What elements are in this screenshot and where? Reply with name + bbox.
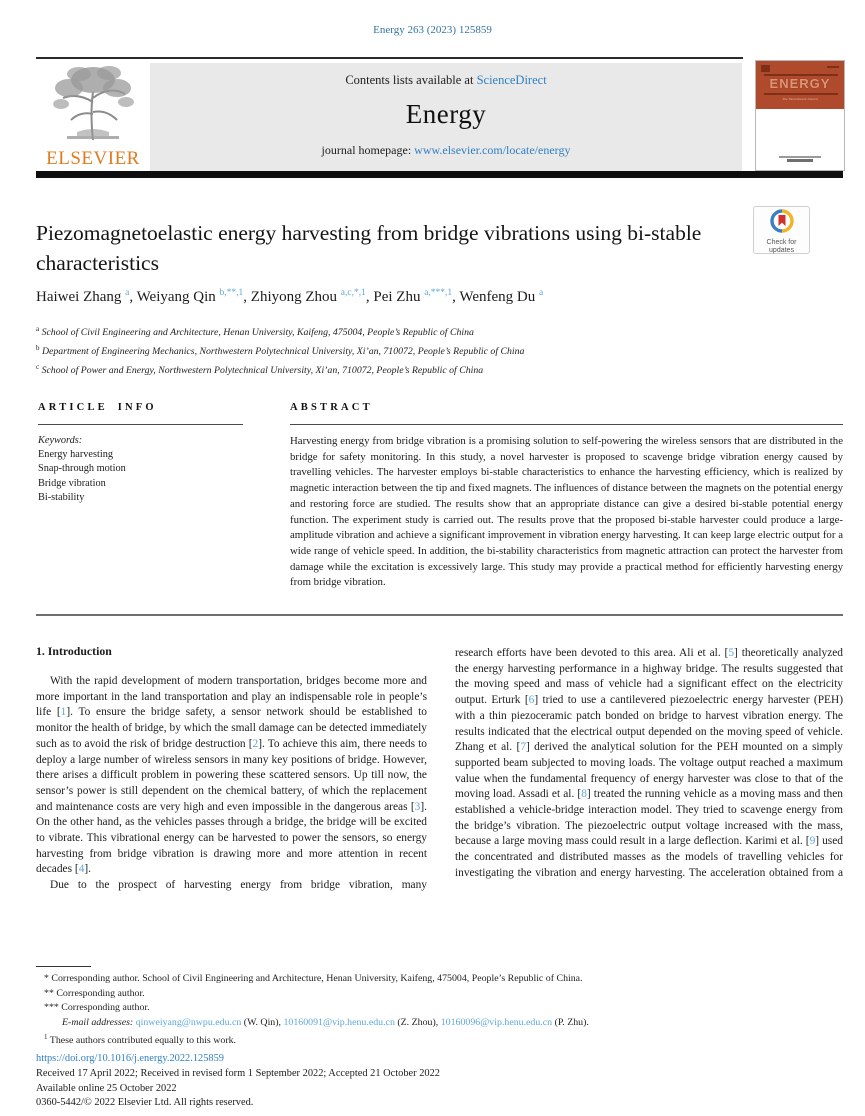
affiliation-sup: a: [36, 325, 40, 333]
sciencedirect-link[interactable]: ScienceDirect: [476, 73, 547, 87]
reference-link[interactable]: 8: [581, 788, 587, 801]
footnote-text: Corresponding author.: [61, 1002, 150, 1014]
received-dates: Received 17 April 2022; Received in revised form 1 September 2022; Accepted 21 October 2022: [36, 1067, 440, 1079]
affiliation-sup: c: [36, 362, 40, 371]
affiliation-text: School of Power and Energy, Northwestern Polytechnical University, Xi’an, 710072, People’s Republic of China: [41, 364, 484, 376]
abstract-section: [290, 402, 843, 591]
author-name: Haiwei Zhang: [36, 289, 122, 305]
body-paragraph: With the rapid development of modern transportation, bridges become more and more important in the land transportation and play an indispensable role in people’s life [1]. To ensure the bridge safety, a sensor network should be established to monitor the health of bridge, by which the small damage can be detected immediately such as to avoid the risk of bridge destruction [2]. To achieve this aim, there needs to deploy a large number of wireless sensors in many key positions of bridge. However, there arises a difficult problem in powering these scattered sensors. Up till now, the sensor’s power is still dependent on the chemical battery, of which the replacement and maintenance costs are very high and even impossible in the dangerous areas [3]. On the other hand, as the vehicles passes through a bridge, the bridge will be excited to vibrate. This vibrational energy can be harvested to power the sensors, so energy harvesting from bridge vibration is drawing more and more attention in recent decades [4].: [36, 675, 427, 876]
author-list: [36, 288, 826, 306]
footnote-text: These authors contributed equally to this work.: [49, 1035, 237, 1047]
author-name: Wenfeng Du: [459, 289, 536, 305]
author-affiliation-sup: a,***,1: [424, 288, 453, 298]
footnotes: [36, 972, 843, 1049]
email-owner: (W. Qin),: [241, 1016, 284, 1028]
keyword: Snap-through motion: [38, 463, 126, 475]
author: [459, 289, 543, 305]
cover-decoration: [827, 66, 839, 68]
footnote-text: Corresponding author.: [56, 987, 145, 999]
journal-citation: Energy 263 (2023) 125859: [373, 24, 492, 36]
affiliation: [36, 360, 826, 379]
reference-link[interactable]: 3: [414, 800, 421, 813]
author-name: Zhiyong Zhou: [250, 289, 338, 305]
affiliation: [36, 341, 826, 360]
reference-link[interactable]: 4: [78, 863, 85, 876]
affiliation-text: School of Civil Engineering and Architecture, Henan University, Kaifeng, 475004, People’s Republic of China: [41, 327, 474, 338]
email-addresses-label: E-mail addresses:: [62, 1016, 134, 1028]
footnote-marker: 1: [44, 1033, 48, 1042]
keyword: Energy harvesting: [38, 449, 114, 461]
cover-decoration: [764, 93, 838, 95]
body-paragraph: Due to the prospect of harvesting energy from bridge vibration, many: [50, 879, 427, 892]
footnote-marker: ***: [44, 1002, 59, 1014]
abstract-heading: ABSTRACT: [290, 402, 843, 425]
footnote-marker: *: [44, 973, 49, 984]
author: [137, 289, 251, 305]
abstract-text: Harvesting energy from bridge vibration is a promising solution to self-powering the wireless sensors that are distributed in the bridge for safety monitoring. In this study, a novel harvester is proposed to scavenge bridge vibration energy caused by travelling vehicles. The harvester employs bi-stable characteristics to enhance the harvesting efficiency, which is realized by magnetic interaction between the tip and fixed magnets. The influences of distance between the magnets on the potential energy and restoring force are studied. The results show that an appropriate distance can give a desired bi-stable potential energy function. The experiment study is carried out. The results prove that the proposed bi-stable harvester could produce a large-amplitude vibration and achieve a significant improvement in vibration energy harvesting. It can keep large electric output for a wide range of vehicle speed. In addition, the bi-stability characteristics from magnetic attraction can protect the harvester from damage while the excitation is excessively large. This study may provide a practical method for efficiently harvesting energy from bridge vibration.: [290, 435, 843, 589]
check-badge-label: Check for updates: [766, 239, 797, 254]
footnote-corresponding-1: [36, 972, 843, 987]
cover-decoration: [756, 156, 844, 162]
issn-copyright: 0360-5442/© 2022 Elsevier Ltd. All rights reserved.: [36, 1097, 254, 1109]
author: [251, 289, 374, 305]
author-separator: ,: [452, 289, 460, 305]
author-affiliation-sup: a,c,*,1: [340, 288, 366, 298]
footnote-emails: [36, 1016, 843, 1031]
homepage-prefix: journal homepage:: [321, 143, 415, 157]
reference-link[interactable]: 2: [252, 737, 259, 750]
journal-title: Energy: [405, 99, 487, 129]
footnote-equal-contribution: [36, 1030, 843, 1049]
check-for-updates-icon: [770, 209, 794, 233]
check-for-updates-badge[interactable]: [753, 206, 810, 254]
body-column-left: [36, 674, 427, 894]
reference-link[interactable]: 1: [60, 706, 67, 719]
author-affiliation-sup: b,**,1: [219, 288, 244, 298]
available-online: Available online 25 October 2022: [36, 1082, 177, 1094]
homepage-link[interactable]: www.elsevier.com/locate/energy: [414, 143, 571, 157]
contents-prefix: Contents lists available at: [345, 73, 477, 87]
author: [373, 289, 459, 305]
masthead-top-rule: [36, 57, 743, 59]
masthead-box: [150, 63, 742, 171]
keyword: Bi-stability: [38, 491, 85, 503]
doi-link[interactable]: https://doi.org/10.1016/j.energy.2022.125859: [36, 1053, 224, 1064]
footnote-marker: **: [44, 987, 54, 999]
author-separator: ,: [365, 289, 374, 305]
article-info-section: [38, 402, 243, 505]
section-heading-introduction: 1. Introduction: [36, 644, 112, 658]
keyword: Bridge vibration: [38, 477, 106, 489]
body-paragraph: research efforts have been devoted to this area. Ali et al. [5] theoretically analyzed the energy harvesting performance in a highway bridge. The results suggested that the moving speed and mass of vehicle had a significant effect on the electricity output. Erturk [6] tried to use a cantilevered piezoelectric energy harvester (PEH) with a thin piezoceramic patch bonded on bridge to harvest vibration energy. The results indicated that the electrical output depended on the moving speed of vehicle. Zhang et al. [7] derived the analytical solution for the PEH mounted on a simply supported beam subjected to moving loads. The voltage output reached a maximum value when the fundamental frequency of energy harvester was close to that of the moving load. Assadi et al. [8] treated the running vehicle as a moving mass and then established a vehicle-bridge interaction model. They tried to scavenge energy from the bridge’s vibration. The piezoelectric output voltage increased with the mass, because a large moving mass could result in a large deflection. Karimi et al. [9] used the concentrated and distributed masses as the models of travelling vehicles for investigating the vibration and energy harvesting. The acceleration obtained from a: [455, 647, 844, 879]
elsevier-tree-icon: [47, 62, 139, 148]
cover-logo-block: [761, 65, 770, 72]
footnote-text: Corresponding author. School of Civil Engineering and Architecture, Henan University, Kaifeng, 475004, People’s Republic of China.: [51, 973, 583, 984]
reference-link[interactable]: 5: [728, 647, 735, 659]
reference-link[interactable]: 6: [528, 694, 535, 707]
cover-subtitle: The International Journal: [782, 97, 818, 101]
author-affiliation-sup: a: [539, 288, 544, 298]
keywords-label: Keywords:: [38, 435, 83, 446]
article-info-heading: ARTICLE INFO: [38, 402, 243, 425]
author-name: Pei Zhu: [373, 289, 421, 305]
article-info-bottom-rule: [36, 614, 843, 616]
email-link-zhu[interactable]: 10160096@vip.henu.edu.cn: [440, 1016, 553, 1028]
email-link-qin[interactable]: qinweiyang@nwpu.edu.cn: [135, 1016, 242, 1028]
affiliation: [36, 322, 826, 341]
elsevier-wordmark: ELSEVIER: [46, 148, 140, 169]
reference-link[interactable]: 9: [809, 835, 816, 848]
cover-banner: [756, 61, 844, 109]
journal-cover-thumbnail[interactable]: [755, 60, 845, 171]
elsevier-logo: [38, 62, 148, 170]
author-separator: ,: [129, 289, 137, 305]
article-title: Piezomagnetoelastic energy harvesting from bridge vibrations using bi-stable characteristics: [36, 221, 702, 275]
author: [36, 289, 137, 305]
footnote-corresponding-3: [36, 1001, 843, 1016]
reference-link[interactable]: 7: [520, 741, 527, 754]
email-link-zhou[interactable]: 10160091@vip.henu.edu.cn: [283, 1016, 395, 1028]
homepage-line: [150, 143, 742, 158]
masthead-black-bar: [36, 171, 843, 178]
body-column-right: [455, 646, 843, 882]
author-name: Weiyang Qin: [136, 289, 216, 305]
affiliation-text: Department of Engineering Mechanics, Northwestern Polytechnical University, Xi’an, 710072, People’s Republic of China: [41, 345, 525, 357]
footnote-corresponding-2: [36, 987, 843, 1002]
email-owner: (P. Zhu).: [552, 1016, 589, 1028]
footnote-rule: [36, 966, 91, 967]
cover-title: ENERGY: [769, 76, 831, 91]
contents-line: [150, 73, 742, 88]
author-separator: ,: [243, 289, 251, 305]
affiliation-sup: b: [36, 343, 40, 352]
affiliation-list: [36, 322, 826, 378]
author-affiliation-sup: a: [125, 288, 130, 298]
email-owner: (Z. Zhou),: [394, 1016, 441, 1028]
article-footer: [36, 1052, 843, 1111]
